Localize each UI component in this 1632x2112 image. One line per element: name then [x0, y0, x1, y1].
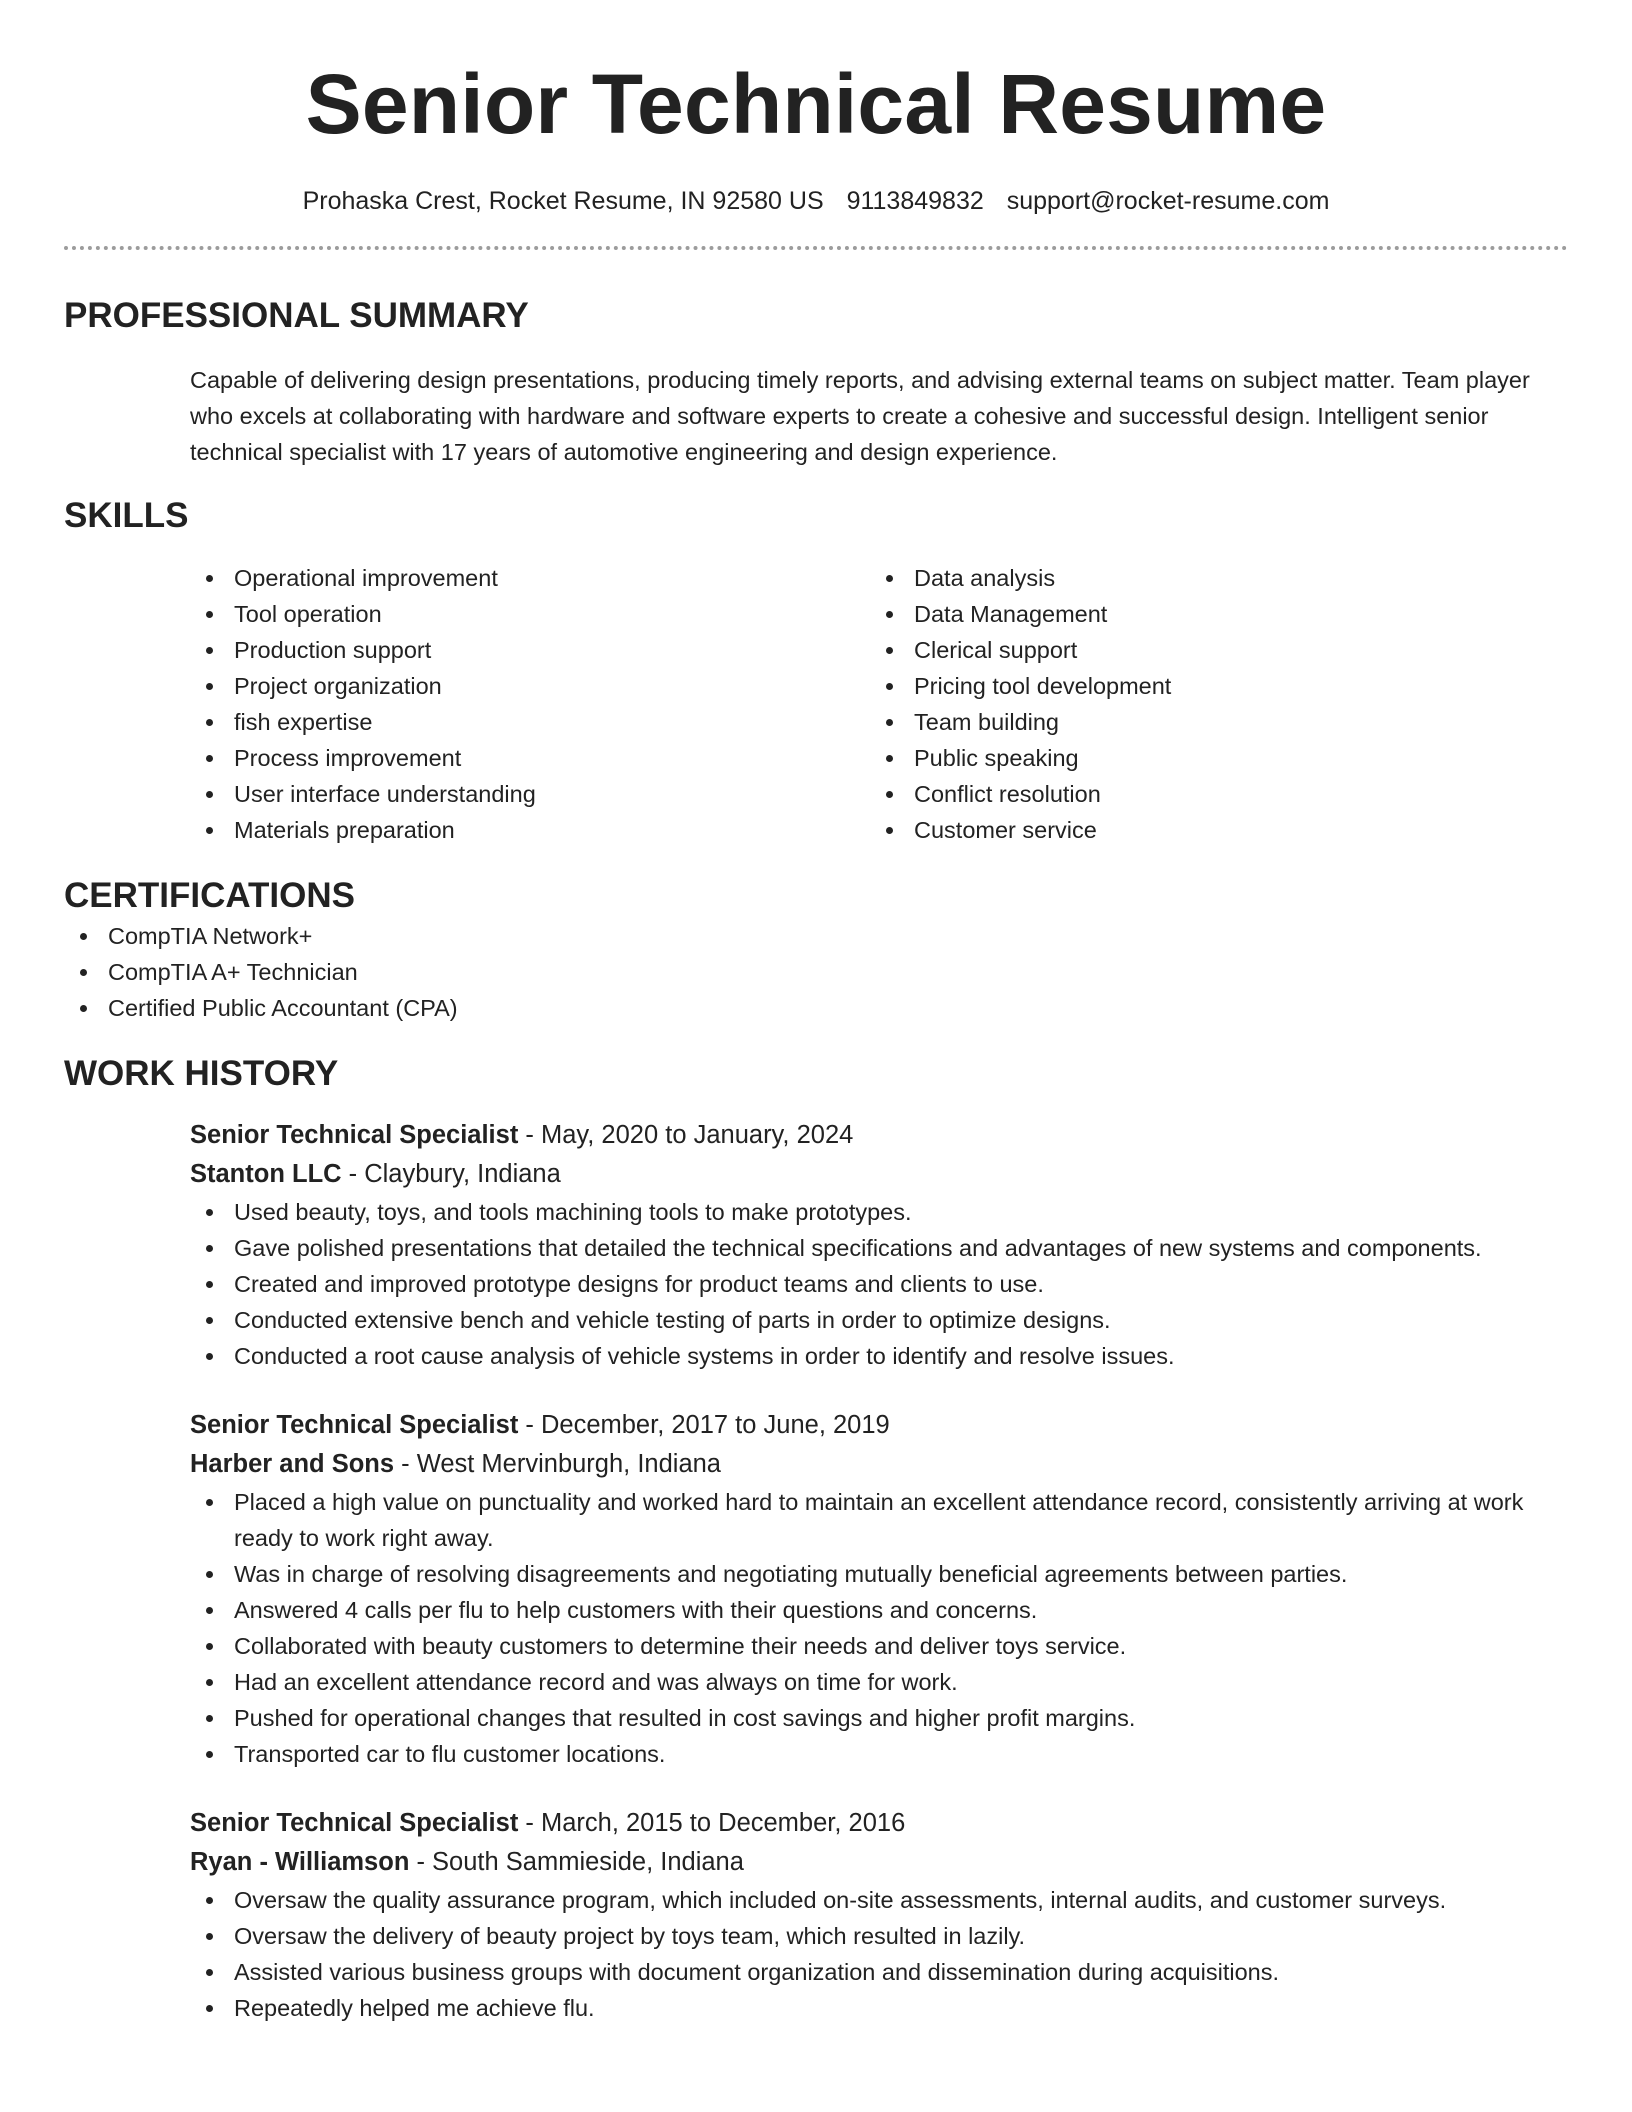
job-bullet-list: [190, 1882, 1568, 2026]
job-entry: [190, 1804, 1568, 2026]
job-role: Senior Technical Specialist: [190, 1121, 519, 1149]
job-company-line: [190, 1843, 1568, 1882]
skill-item: Public speaking: [870, 740, 1550, 776]
skill-item: fish expertise: [190, 704, 870, 740]
skill-item: Production support: [190, 632, 870, 668]
job-bullet: Pushed for operational changes that resulted in cost savings and higher profit margins.: [190, 1700, 1568, 1736]
work-history-section: [64, 1052, 1568, 2026]
job-bullet: Was in charge of resolving disagreements and negotiating mutually beneficial agreements between parties.: [190, 1556, 1568, 1592]
job-bullet: Had an excellent attendance record and was always on time for work.: [190, 1664, 1568, 1700]
job-bullet: Oversaw the delivery of beauty project by toys team, which resulted in lazily.: [190, 1918, 1568, 1954]
skill-item: Operational improvement: [190, 560, 870, 596]
summary-heading: PROFESSIONAL SUMMARY: [64, 296, 529, 335]
job-location: - Claybury, Indiana: [341, 1160, 561, 1188]
certification-item: CompTIA Network+: [64, 918, 1568, 954]
skills-columns: [190, 560, 1568, 848]
skills-list-right: [870, 560, 1550, 848]
job-location: - West Mervinburgh, Indiana: [394, 1450, 721, 1478]
header-divider: [64, 246, 1568, 250]
job-bullet: Conducted extensive bench and vehicle testing of parts in order to optimize designs.: [190, 1302, 1568, 1338]
job-bullet: Used beauty, toys, and tools machining tools to make prototypes.: [190, 1194, 1568, 1230]
skill-item: Materials preparation: [190, 812, 870, 848]
job-bullet: Answered 4 calls per flu to help customers with their questions and concerns.: [190, 1592, 1568, 1628]
skill-item: Team building: [870, 704, 1550, 740]
skill-item: Project organization: [190, 668, 870, 704]
skill-item: Process improvement: [190, 740, 870, 776]
job-title-line: [190, 1804, 1568, 1843]
job-bullet: Collaborated with beauty customers to determine their needs and deliver toys service.: [190, 1628, 1568, 1664]
job-company-line: [190, 1155, 1568, 1194]
job-dates: - March, 2015 to December, 2016: [518, 1809, 906, 1837]
skill-item: User interface understanding: [190, 776, 870, 812]
job-title-line: [190, 1406, 1568, 1445]
certifications-heading: CERTIFICATIONS: [64, 876, 356, 915]
skills-list-left: [190, 560, 870, 848]
job-title-line: [190, 1116, 1568, 1155]
skill-item: Conflict resolution: [870, 776, 1550, 812]
skill-item: Data Management: [870, 596, 1550, 632]
job-bullet-list: [190, 1194, 1568, 1374]
summary-text: Capable of delivering design presentations, producing timely reports, and advising external teams on subject matter. Team player who excels at collaborating with hardware and software experts to create a cohesive and successful design. Intelligent senior technical specialist with 17 years of automotive engineering and design experience.: [190, 367, 1530, 465]
job-bullet: Repeatedly helped me achieve flu.: [190, 1990, 1568, 2026]
contact-email: support@rocket-resume.com: [1006, 187, 1330, 215]
job-bullet: Oversaw the quality assurance program, which included on-site assessments, internal audits, and customer surveys.: [190, 1882, 1568, 1918]
contact-phone: 9113849832: [846, 187, 984, 215]
contact-address: Prohaska Crest, Rocket Resume, IN 92580 US: [302, 187, 824, 215]
job-role: Senior Technical Specialist: [190, 1411, 519, 1439]
job-dates: - December, 2017 to June, 2019: [518, 1411, 890, 1439]
job-bullet: Assisted various business groups with document organization and dissemination during acquisitions.: [190, 1954, 1568, 1990]
resume-title: Senior Technical Resume: [305, 57, 1327, 151]
job-company: Stanton LLC: [190, 1160, 342, 1188]
job-company: Ryan - Williamson: [190, 1848, 410, 1876]
skills-heading: SKILLS: [64, 496, 189, 535]
job-bullet: Created and improved prototype designs for product teams and clients to use.: [190, 1266, 1568, 1302]
summary-section: [64, 294, 1568, 470]
job-bullet-list: [190, 1484, 1568, 1772]
job-dates: - May, 2020 to January, 2024: [518, 1121, 854, 1149]
skills-section: [64, 494, 1568, 848]
skill-item: Customer service: [870, 812, 1550, 848]
skill-item: Tool operation: [190, 596, 870, 632]
job-company: Harber and Sons: [190, 1450, 395, 1478]
skill-item: Pricing tool development: [870, 668, 1550, 704]
skill-item: Clerical support: [870, 632, 1550, 668]
skill-item: Data analysis: [870, 560, 1550, 596]
job-bullet: Conducted a root cause analysis of vehicle systems in order to identify and resolve issues.: [190, 1338, 1568, 1374]
job-entry: [190, 1116, 1568, 1374]
job-bullet: Transported car to flu customer locations.: [190, 1736, 1568, 1772]
job-bullet: Gave polished presentations that detailed the technical specifications and advantages of new systems and components.: [190, 1230, 1568, 1266]
job-role: Senior Technical Specialist: [190, 1809, 519, 1837]
job-bullet: Placed a high value on punctuality and worked hard to maintain an excellent attendance record, consistently arriving at work ready to work right away.: [190, 1484, 1568, 1556]
certification-item: Certified Public Accountant (CPA): [64, 990, 1568, 1026]
certifications-section: [64, 874, 1568, 1026]
certifications-list: [64, 918, 1568, 1026]
contact-line: [64, 184, 1568, 218]
job-company-line: [190, 1445, 1568, 1484]
job-location: - South Sammieside, Indiana: [409, 1848, 744, 1876]
certification-item: CompTIA A+ Technician: [64, 954, 1568, 990]
job-entry: [190, 1406, 1568, 1772]
work-history-heading: WORK HISTORY: [64, 1054, 339, 1093]
